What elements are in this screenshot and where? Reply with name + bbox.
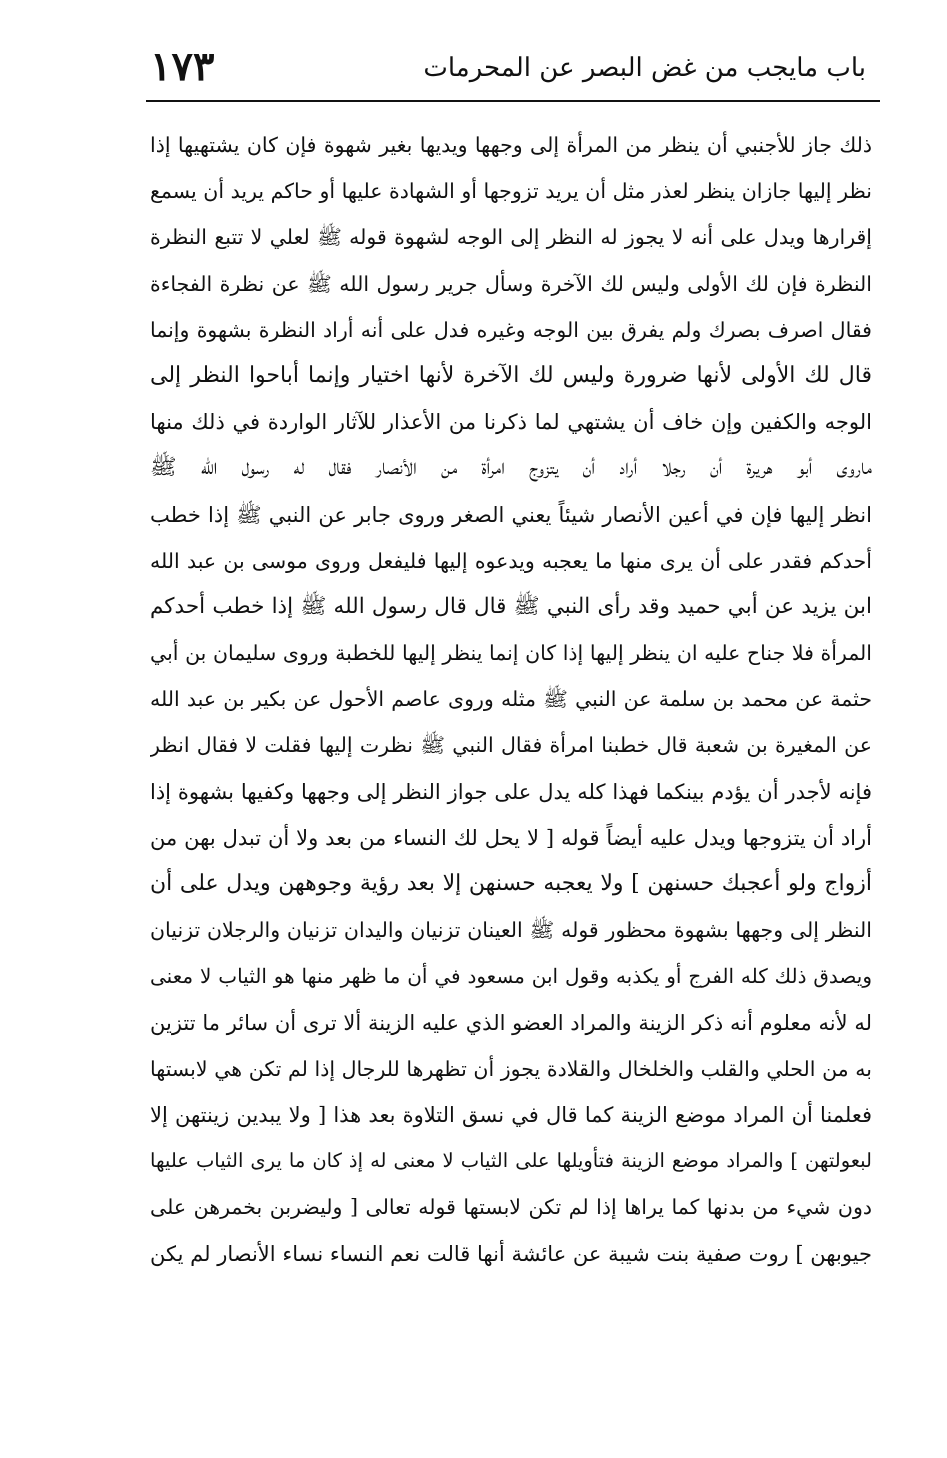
text-line: انظر إليها فإن في أعين الأنصار شيئاً يعني الصغر وروى جابر عن النبي ﷺ إذا خطب [150,502,872,527]
page-header [148,42,878,98]
text-line: ابن يزيد عن أبي حميد وقد رأى النبي ﷺ قال قال رسول الله ﷺ إذا خطب أحدكم [150,593,872,619]
text-line: له لأنه معلوم أنه ذكر الزينة والمراد العضو الذي عليه الزينة ألا ترى أن سائر ما تتزين [150,1010,872,1035]
text-line: الوجه والكفين وإن خاف أن يشتهي لما ذكرنا من الأعذار للآثار الواردة في ذلك منها [150,410,872,435]
text-line: ماروى أبو هريرة أن رجلا أراد أن يتزوج امرأة من الأنصار فقال له رسول الله ﷺ [150,455,872,481]
text-line: فعلمنا أن المراد موضع الزينة كما قال في نسق التلاوة بعد هذا [ ولا يبدين زينتهن إلا [150,1102,872,1127]
text-line: حثمة عن محمد بن سلمة عن النبي ﷺ مثله وروى عاصم الأحول عن بكير بن عبد الله [150,687,872,712]
text-line: عن المغيرة بن شعبة قال خطبنا امرأة فقال النبي ﷺ نظرت إليها فقلت لا فقال انظر [150,733,872,758]
text-line: النظر إلى وجهها بشهوة محظور قوله ﷺ العينان تزنيان واليدان تزنيان والرجلان تزنيان [150,918,872,943]
text-line: به من الحلي والقلب والخلخال والقلادة يجوز أن تظهرها للرجال إذا لم تكن هي لابستها [150,1056,872,1081]
text-line: المرأة فلا جناح عليه ان ينظر إليها إذا كان إنما ينظر إليها للخطبة وروى سليمان بن أبي [150,641,872,666]
text-line: أراد أن يتزوجها ويدل عليه أيضاً قوله [ لا يحل لك النساء من بعد ولا أن تبدل بهن من [150,825,872,850]
header-rule [146,100,880,102]
text-line: لبعولتهن ] والمراد موضع الزينة فتأويلها على الثياب لا معنى له إذ كان ما يرى الثياب عليها [150,1149,872,1173]
running-title: باب مايجب من غض البصر عن المحرمات [423,53,866,83]
text-line: جيوبهن ] روت صفية بنت شيبة عن عائشة أنها قالت نعم النساء نساء الأنصار لم يكن [150,1241,872,1266]
text-line: نظر إليها جازان ينظر لعذر مثل أن يريد تزوجها أو الشهادة عليها أو حاكم يريد أن يسمع [150,179,872,204]
text-line: النظرة فإن لك الأولى وليس لك الآخرة وسأل جرير رسول الله ﷺ عن نظرة الفجاءة [150,271,872,296]
body-text [150,122,872,1277]
text-line: أزواج ولو أعجبك حسنهن ] ولا يعجبه حسنهن إلا بعد رؤية وجوههن ويدل على أن [150,871,872,896]
text-line: قال لك الأولى لأنها ضرورة وليس لك الآخرة لأنها اختيار وإنما أباحوا النظر إلى [150,362,872,388]
text-line: أحدكم فقدر على أن يرى منها ما يعجبه ويدعوه إليها فليفعل وروى موسى بن عبد الله [150,548,872,573]
page-number: ١٧٣ [150,43,215,90]
text-line: إقرارها ويدل على أنه لا يجوز له النظر إلى الوجه لشهوة قوله ﷺ لعلي لا تتبع النظرة [150,225,872,250]
text-line: ويصدق ذلك كله الفرج أو يكذبه وقول ابن مسعود في أن ما ظهر منها هو الثياب لا معنى [150,964,872,989]
text-line: دون شيء من بدنها كما يراها إذا لم تكن لابستها قوله تعالى [ وليضربن بخمرهن على [150,1195,872,1220]
text-line: فإنه لأجدر أن يؤدم بينكما فهذا كله يدل على جواز النظر إلى وجهها وكفيها بشهوة إذا [150,779,872,804]
text-line: فقال اصرف بصرك ولم يفرق بين الوجه وغيره فدل على أنه أراد النظرة بشهوة وإنما [150,317,872,342]
text-line: ذلك جاز للأجنبي أن ينظر من المرأة إلى وجهها ويديها بغير شهوة فإن كان يشتهيها إذا [150,133,872,157]
